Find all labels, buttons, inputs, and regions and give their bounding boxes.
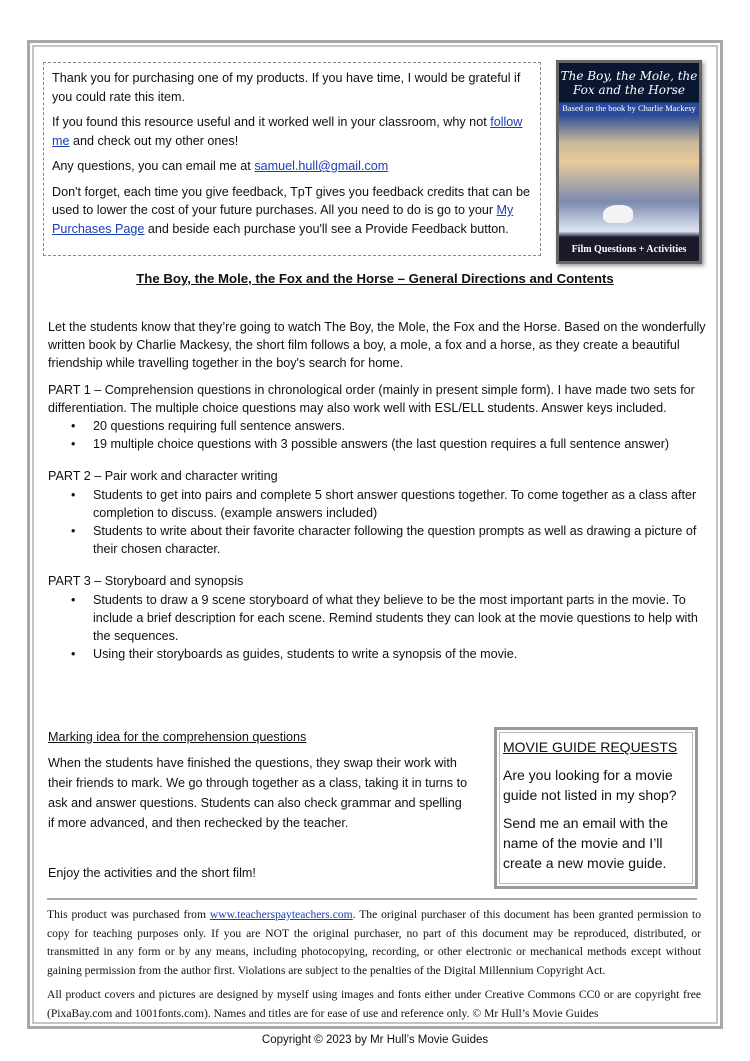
intro: Let the students know that they’re going to watch The Boy, the Mole, the Fox and the Horse. Based on the wonderfully written book by Charlie Mackesy, the short film follows a boy, a mole, a fox and a horse, as they create a beautiful friendship while travelling together in the boy's search for home. (48, 320, 706, 371)
requests-heading: MOVIE GUIDE REQUESTS (503, 739, 678, 755)
part-1 (48, 381, 708, 454)
directions (48, 318, 708, 677)
bullet: • Students to write about their favorite character following the question prompts as well as drawing a picture of their chosen character. (93, 522, 708, 558)
enjoy-text: Enjoy the activities and the short film! (48, 866, 256, 880)
part-heading: PART 2 – Pair work and character writing (48, 469, 278, 484)
notice-feedback (52, 183, 532, 239)
tpt-link[interactable]: www.teacherspayteachers.com (209, 908, 353, 921)
cover-title: The Boy, the Mole, the Fox and the Horse (560, 69, 698, 97)
cover-subtitle: Based on the book by Charlie Mackesy (562, 103, 696, 113)
bullet: • 20 questions requiring full sentence answers. (93, 417, 708, 435)
divider (47, 898, 697, 900)
text: Any questions, you can email me at (52, 159, 255, 173)
notice-email (52, 157, 532, 176)
bullet: • Students to get into pairs and complete 5 short answer questions together. To come together as a class after completion to discuss. (example answers included) (93, 486, 708, 522)
text: . The original purchaser of this document has been granted permission to copy for teaching purposes only. If you are NOT the original purchaser, no part of this document may be reproduced, distributed, or transmitted in any form or by any means, including photocopying, recording, or other electronic or mechanical methods except without gaining permission from the author first. Violations are subject to the penalties of the Digital Millennium Copyright Act. (47, 908, 701, 977)
text: and check out my other ones! (69, 133, 239, 148)
part-heading: PART 3 – Storyboard and synopsis (48, 574, 244, 589)
text: This product was purchased from (47, 908, 210, 921)
cover-banner: Film Questions + Activities (559, 239, 699, 261)
movie-guide-requests-box (494, 727, 698, 889)
bullet: • 19 multiple choice questions with 3 possible answers (the last question requires a full sentence answer) (93, 435, 708, 453)
email-link[interactable]: samuel.hull@gmail.com (254, 159, 389, 173)
legal-permission (47, 906, 701, 980)
part-heading: PART 1 – Comprehension questions in chronological order (mainly in present simple form). I have made two sets for differentiation. The multiple choice questions may also work well with ESL/ELL students. Answer keys included. (48, 382, 695, 415)
text: If you found this resource useful and it worked well in your classroom, why not (52, 115, 491, 129)
legal-notice (47, 906, 701, 1029)
legal-credits: All product covers and pictures are designed by myself using images and fonts either under Creative Commons CC0 or are copyright free (PixaBay.com and 1001fonts.com). Names and titles are for ease of use and reference only. © Mr Hull’s Movie Guides (47, 988, 701, 1020)
bullet: • Using their storyboards as guides, students to write a synopsis of the movie. (93, 645, 708, 663)
copyright-footer: Copyright © 2023 by Mr Hull’s Movie Guides (261, 1034, 489, 1046)
page-title: The Boy, the Mole, the Fox and the Horse – General Directions and Contents (136, 271, 614, 286)
follow-me-link[interactable]: follow me (52, 115, 523, 148)
requests-text: Send me an email with the name of the movie and I’ll create a new movie guide. (503, 815, 668, 871)
marking-heading: Marking idea for the comprehension questions (48, 730, 307, 744)
notice-thanks: Thank you for purchasing one of my products. If you have time, I would be grateful if you could rate this item. (52, 71, 521, 104)
thank-you-notice (43, 62, 541, 256)
part-3 (48, 572, 708, 663)
notice-follow (52, 113, 532, 150)
horse-illustration (603, 205, 633, 223)
text: Don't forget, each time you give feedback, TpT gives you feedback credits that can be used to lower the cost of your future purchases. All you need to do is go to your (52, 184, 530, 217)
marking-text: When the students have finished the questions, they swap their work with their friends to mark. We go through together as a class, taking it in turns to ask and answer questions. Students can also check grammar and spelling if more advanced, and then rechecked by the teacher. (48, 756, 468, 830)
part-2 (48, 467, 708, 558)
book-cover-image (556, 60, 702, 264)
bullet: • Students to draw a 9 scene storyboard of what they believe to be the most important parts in the movie. To include a brief description for each scene. Remind students they can look at the movie questions to help with the sequences. (93, 591, 708, 646)
my-purchases-link[interactable]: My Purchases Page (52, 203, 514, 236)
marking-idea (48, 727, 468, 833)
text: and beside each purchase you'll see a Provide Feedback button. (144, 221, 509, 236)
requests-text: Are you looking for a movie guide not listed in my shop? (503, 767, 677, 803)
